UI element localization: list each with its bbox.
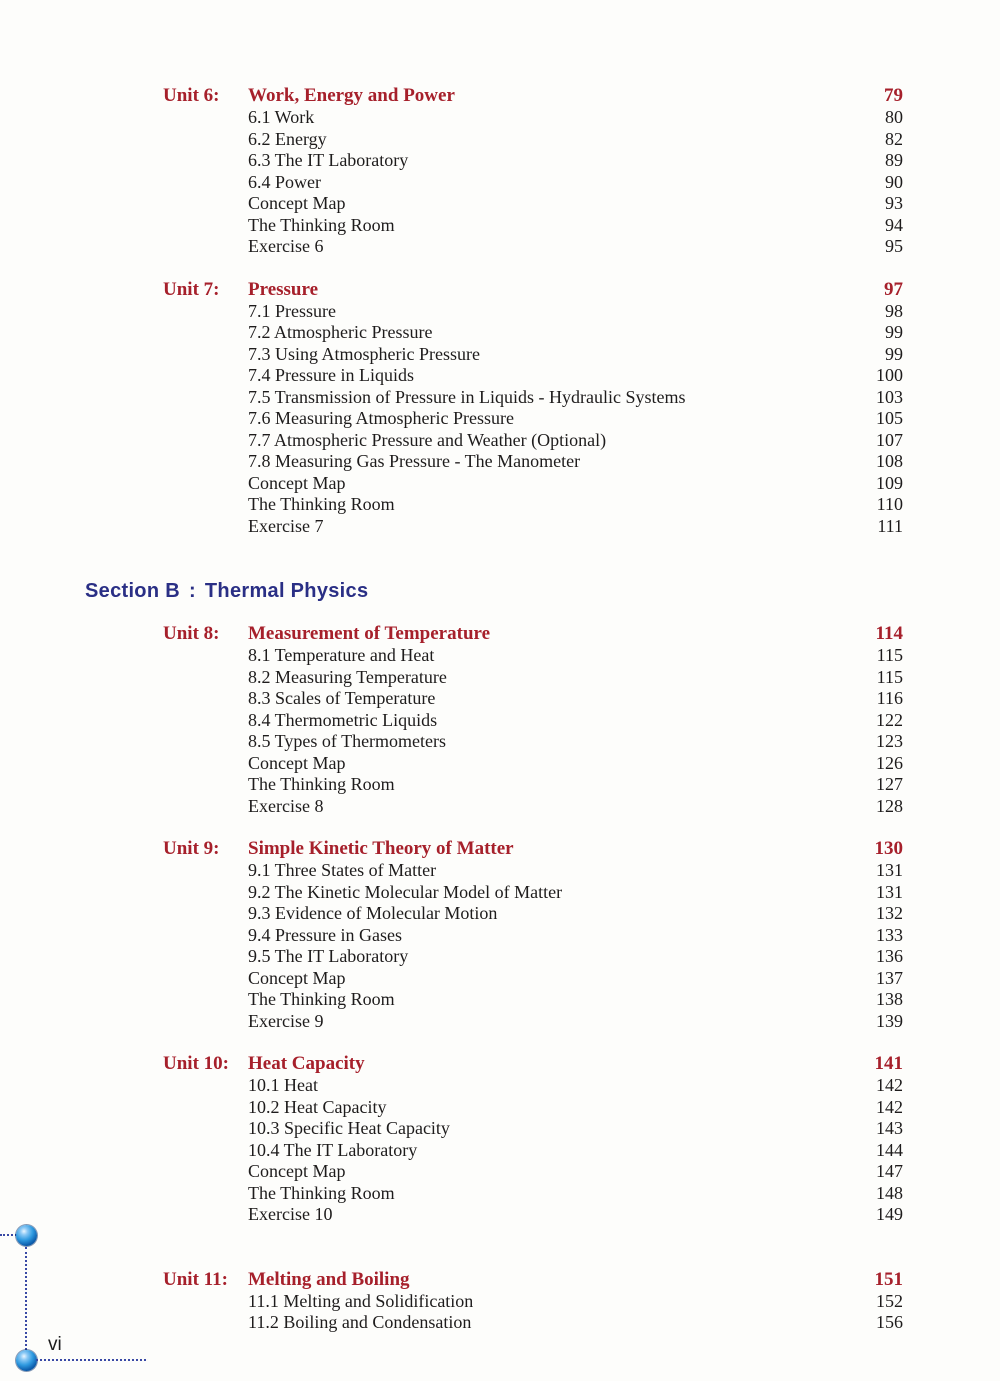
toc-item-page-number: 128 [876,795,903,816]
toc-item-page-number: 80 [885,107,903,127]
section-title: Thermal Physics [204,580,369,602]
toc-item-page-number: 131 [876,860,903,880]
section-heading [0,579,1000,603]
toc-item-title: 11.1 Melting and Solidification [248,1290,474,1311]
toc-item-row [0,903,1000,925]
toc-item-page-number: 139 [876,1010,903,1031]
toc-item-title: 6.4 Power [248,171,321,192]
toc-item-page-number: 144 [876,1139,903,1160]
toc-item-row [0,1075,1000,1097]
toc-item-row [0,882,1000,904]
unit-block [0,837,1000,1032]
toc-item-title: 7.4 Pressure in Liquids [248,365,414,385]
bullet-sphere-icon [16,1350,37,1371]
unit-page-number: 79 [884,85,903,106]
toc-item-title: 9.1 Three States of Matter [248,860,437,880]
toc-item-row [0,796,1000,818]
toc-item-title: 7.8 Measuring Gas Pressure - The Manometer [248,451,581,471]
toc-item-title: 9.4 Pressure in Gases [248,924,402,945]
toc-item-row [0,688,1000,710]
unit-items [0,1291,1000,1334]
unit-label: Unit 6: [163,85,220,106]
unit-label: Unit 10: [163,1053,229,1074]
toc-item-page-number: 103 [876,386,903,407]
toc-item-row [0,731,1000,753]
toc-item-title: The Thinking Room [248,494,395,514]
toc-item-title: Exercise 10 [248,1204,333,1224]
toc-item-page-number: 142 [876,1075,903,1095]
unit-items [0,301,1000,538]
toc-item-row [0,667,1000,689]
toc-item-title: Concept Map [248,193,346,213]
toc-item-title: The Thinking Room [248,989,395,1009]
toc-item-row [0,946,1000,968]
toc-item-page-number: 98 [885,300,903,321]
toc-item-page-number: 99 [885,343,903,364]
unit-page-number: 130 [874,838,903,859]
unit-title: Heat Capacity [248,1053,365,1074]
toc-item-page-number: 100 [876,365,903,385]
unit-block [0,622,1000,817]
toc-item-title: 6.3 The IT Laboratory [248,150,409,170]
toc-item-row [0,322,1000,344]
toc-item-title: 6.2 Energy [248,128,327,149]
toc-item-row [0,430,1000,452]
unit-page-number: 97 [884,278,903,300]
toc-item-row [0,494,1000,516]
toc-item-row [0,1161,1000,1183]
unit-page-number: 151 [874,1268,903,1290]
toc-item-row [0,473,1000,495]
toc-item-page-number: 122 [876,709,903,730]
toc-item-title: The Thinking Room [248,774,395,794]
toc-item-page-number: 108 [876,451,903,471]
toc-item-page-number: 94 [885,214,903,235]
toc-item-page-number: 109 [876,472,903,493]
toc-item-title: The Thinking Room [248,1182,395,1203]
unit-heading-row [0,1052,1000,1075]
toc-item-title: 9.5 The IT Laboratory [248,946,409,966]
toc-item-page-number: 137 [876,967,903,988]
toc-item-row [0,860,1000,882]
toc-item-title: 6.1 Work [248,107,315,127]
toc-item-page-number: 126 [876,752,903,773]
unit-title: Pressure [248,278,319,300]
toc-item-page-number: 147 [876,1161,903,1181]
toc-item-row [0,1312,1000,1334]
toc-item-page-number: 93 [885,193,903,213]
unit-title: Melting and Boiling [248,1268,410,1290]
toc-item-page-number: 95 [885,236,903,256]
toc-item-row [0,1140,1000,1162]
toc-item-row [0,365,1000,387]
toc-item-page-number: 115 [876,645,903,665]
toc-item-row [0,753,1000,775]
toc-item-title: 7.2 Atmospheric Pressure [248,322,433,342]
toc-item-title: 10.1 Heat [248,1075,318,1095]
toc-item-title: 10.3 Specific Heat Capacity [248,1118,450,1138]
toc-item-row [0,516,1000,538]
dotted-line-bottom [36,1359,146,1361]
toc-item-page-number: 105 [876,408,903,428]
toc-item-page-number: 152 [876,1290,903,1311]
toc-item-title: 7.6 Measuring Atmospheric Pressure [248,408,514,428]
unit-block [0,278,1000,538]
toc-item-row [0,236,1000,258]
toc-item-row [0,925,1000,947]
page-number-label: vi [48,1334,62,1355]
toc-item-row [0,774,1000,796]
unit-title: Work, Energy and Power [248,85,455,106]
toc-item-title: 7.5 Transmission of Pressure in Liquids - Hydraulic Systems [248,386,686,407]
unit-heading-row [0,84,1000,107]
toc-item-title: Exercise 6 [248,236,324,256]
toc-item-row [0,215,1000,237]
unit-label: Unit 8: [163,623,220,644]
unit-items [0,645,1000,817]
unit-heading-row [0,278,1000,301]
toc-item-row [0,150,1000,172]
bullet-sphere-icon [16,1225,37,1246]
toc-item-title: 8.3 Scales of Temperature [248,688,436,708]
toc-item-page-number: 115 [876,666,903,687]
toc-item-row [0,710,1000,732]
toc-item-row [0,1183,1000,1205]
toc-item-title: 8.1 Temperature and Heat [248,645,435,665]
toc-item-title: 8.4 Thermometric Liquids [248,709,438,730]
unit-title: Simple Kinetic Theory of Matter [248,838,514,859]
toc-item-title: 8.5 Types of Thermometers [248,731,447,751]
toc-item-row [0,1097,1000,1119]
toc-item-page-number: 156 [876,1312,903,1332]
toc-item-title: The Thinking Room [248,214,395,235]
toc-item-title: Concept Map [248,472,346,493]
unit-page-number: 114 [875,623,903,644]
toc-item-page-number: 136 [876,946,903,966]
unit-block [0,1052,1000,1226]
unit-items [0,1075,1000,1226]
toc-item-page-number: 116 [876,688,903,708]
toc-item-row [0,1291,1000,1313]
toc-item-row [0,1011,1000,1033]
toc-item-title: 10.2 Heat Capacity [248,1096,387,1117]
toc-item-title: 7.1 Pressure [248,300,336,321]
toc-item-row [0,301,1000,323]
toc-item-title: Exercise 9 [248,1010,324,1031]
toc-item-page-number: 131 [876,881,903,902]
toc-item-page-number: 90 [885,171,903,192]
unit-title: Measurement of Temperature [248,623,491,644]
toc-item-row [0,193,1000,215]
toc-item-row [0,172,1000,194]
toc-item-row [0,451,1000,473]
unit-heading-row [0,1268,1000,1291]
toc-item-title: Exercise 7 [248,515,324,536]
unit-items [0,107,1000,258]
toc-item-row [0,387,1000,409]
toc-item-row [0,1118,1000,1140]
toc-item-title: 9.3 Evidence of Molecular Motion [248,903,498,923]
toc-item-title: 7.3 Using Atmospheric Pressure [248,343,480,364]
toc-item-page-number: 107 [876,429,903,450]
toc-item-row [0,989,1000,1011]
toc-item-page-number: 123 [876,731,903,751]
toc-item-page-number: 138 [876,989,903,1009]
unit-heading-row [0,837,1000,860]
toc-item-row [0,344,1000,366]
unit-block [0,1268,1000,1334]
unit-label: Unit 9: [163,838,220,859]
toc-item-title: Concept Map [248,752,346,773]
toc-item-page-number: 111 [877,515,903,536]
toc-item-row [0,129,1000,151]
toc-item-title: 11.2 Boiling and Condensation [248,1312,472,1332]
toc-item-page-number: 89 [885,150,903,170]
toc-item-row [0,107,1000,129]
toc-item-title: Concept Map [248,1161,346,1181]
section-label: Section B [85,580,180,602]
section-colon: : [188,580,196,602]
dotted-line-vertical [25,1247,27,1350]
toc-item-title: 8.2 Measuring Temperature [248,666,447,687]
unit-label: Unit 11: [163,1268,228,1290]
toc-item-title: 9.2 The Kinetic Molecular Model of Matter [248,881,563,902]
toc-item-page-number: 99 [885,322,903,342]
toc-item-page-number: 132 [876,903,903,923]
unit-items [0,860,1000,1032]
toc-item-row [0,1204,1000,1226]
unit-label: Unit 7: [163,278,220,300]
toc-item-page-number: 110 [876,494,903,514]
toc-item-page-number: 142 [876,1096,903,1117]
unit-page-number: 141 [874,1053,903,1074]
toc-item-page-number: 148 [876,1182,903,1203]
toc-item-page-number: 149 [876,1204,903,1224]
toc-item-title: 7.7 Atmospheric Pressure and Weather (Optional) [248,429,607,450]
toc-item-row [0,645,1000,667]
dotted-line-left [0,1234,17,1236]
unit-heading-row [0,622,1000,645]
toc-item-title: Concept Map [248,967,346,988]
toc-item-page-number: 133 [876,924,903,945]
toc-item-title: Exercise 8 [248,795,324,816]
toc-item-page-number: 143 [876,1118,903,1138]
toc-item-page-number: 82 [885,128,903,149]
toc-item-page-number: 127 [876,774,903,794]
toc-item-title: 10.4 The IT Laboratory [248,1139,418,1160]
unit-block [0,84,1000,258]
toc-item-row [0,408,1000,430]
toc-item-row [0,968,1000,990]
